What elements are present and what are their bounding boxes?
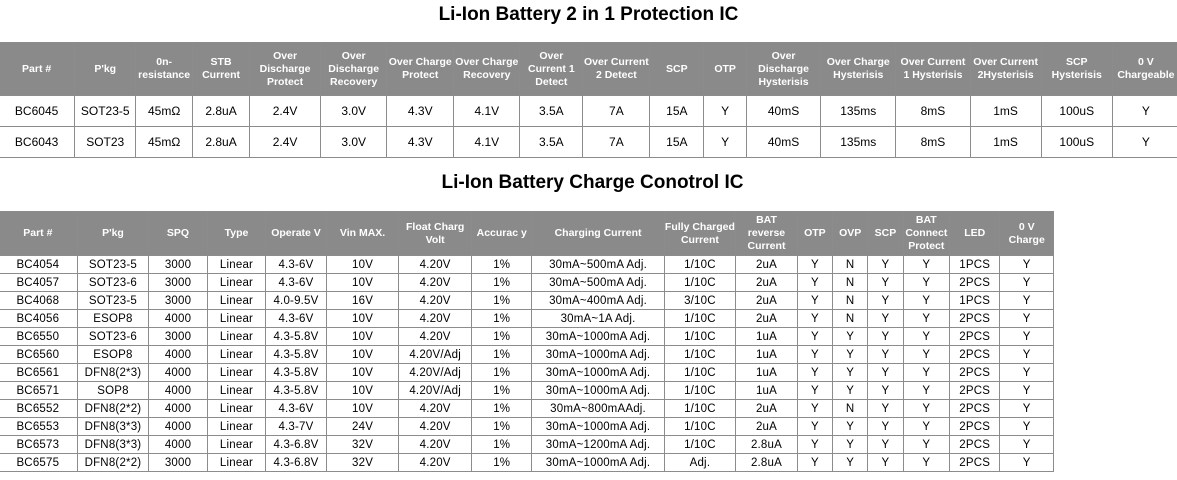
- table1-header-cell: OTP: [704, 43, 747, 96]
- table2-header-cell: Charging Current: [532, 212, 664, 256]
- table-cell: 2PCS: [950, 454, 1000, 472]
- table-cell: 2.8uA: [193, 127, 250, 158]
- table-cell: Y: [903, 364, 949, 382]
- table-row: [0, 328, 1054, 346]
- table-cell: Y: [833, 418, 868, 436]
- table-cell: Linear: [207, 436, 265, 454]
- table-cell: Y: [1000, 400, 1054, 418]
- table-cell: 2uA: [736, 274, 798, 292]
- table-cell: 2PCS: [950, 418, 1000, 436]
- table-cell: Y: [833, 346, 868, 364]
- table-cell: SOT23-5: [77, 256, 149, 274]
- table-cell: BC6571: [0, 382, 77, 400]
- table-row: [0, 256, 1054, 274]
- table-cell: Y: [903, 310, 949, 328]
- table-cell: 30mA~1000mA Adj.: [532, 328, 664, 346]
- table-cell: 3000: [149, 256, 207, 274]
- table-cell: 8mS: [896, 127, 970, 158]
- table-cell: Y: [1112, 127, 1177, 158]
- table-cell: 4.20V/Adj: [399, 382, 472, 400]
- table-cell: Y: [868, 382, 903, 400]
- table1-header-cell: SCP: [650, 43, 704, 96]
- table-cell: Y: [868, 364, 903, 382]
- table-cell: 30mA~1000mA Adj.: [532, 346, 664, 364]
- table-cell: 2uA: [736, 256, 798, 274]
- table-cell: 4000: [149, 400, 207, 418]
- table2-header-cell: Type: [207, 212, 265, 256]
- table-cell: Linear: [207, 292, 265, 310]
- table-cell: 4.3-5.8V: [266, 382, 327, 400]
- table2-header-cell: Float Charg Volt: [399, 212, 472, 256]
- table-cell: 4.3-6V: [266, 274, 327, 292]
- table-cell: Y: [797, 292, 832, 310]
- table-cell: Y: [868, 436, 903, 454]
- table1-header-cell: Over Current 1 Hysterisis: [896, 43, 970, 96]
- table-cell: 4.20V: [399, 328, 472, 346]
- table-cell: Y: [704, 96, 747, 127]
- table-cell: Y: [903, 454, 949, 472]
- table2-header-cell: Part #: [0, 212, 77, 256]
- table-cell: BC6045: [0, 96, 75, 127]
- table-cell: Y: [868, 418, 903, 436]
- protection-ic-title: Li-Ion Battery 2 in 1 Protection IC: [438, 4, 739, 25]
- table-cell: 4000: [149, 310, 207, 328]
- table-row: [0, 418, 1054, 436]
- table-row: [0, 436, 1054, 454]
- table-cell: 3000: [149, 292, 207, 310]
- table-cell: 4000: [149, 364, 207, 382]
- table-cell: 1/10C: [664, 310, 736, 328]
- table-cell: 1%: [471, 436, 532, 454]
- table-cell: 30mA~1000mA Adj.: [532, 382, 664, 400]
- table-cell: Linear: [207, 364, 265, 382]
- table-cell: BC6560: [0, 346, 77, 364]
- table-cell: 4.3-5.8V: [266, 346, 327, 364]
- table-cell: SOT23-5: [77, 292, 149, 310]
- table-cell: Y: [833, 382, 868, 400]
- table-cell: Y: [1000, 454, 1054, 472]
- table-cell: 32V: [326, 454, 399, 472]
- table-cell: 3.5A: [520, 96, 583, 127]
- table-cell: 4.1V: [454, 96, 520, 127]
- table-cell: SOT23-6: [77, 328, 149, 346]
- table-cell: 1/10C: [664, 274, 736, 292]
- table-cell: 1/10C: [664, 418, 736, 436]
- table-cell: BC6550: [0, 328, 77, 346]
- table-cell: 3/10C: [664, 292, 736, 310]
- table-cell: 7A: [583, 96, 650, 127]
- table1-header-cell: Over Current 1 Detect: [520, 43, 583, 96]
- table-cell: 7A: [583, 127, 650, 158]
- table-cell: BC6043: [0, 127, 75, 158]
- table-cell: DFN8(2*3): [77, 364, 149, 382]
- table-row: [0, 127, 1177, 158]
- table-cell: Y: [868, 400, 903, 418]
- table-cell: 3000: [149, 274, 207, 292]
- table-cell: SOT23: [75, 127, 136, 158]
- table-cell: Y: [903, 436, 949, 454]
- table-cell: 4.20V: [399, 256, 472, 274]
- table-cell: 4000: [149, 382, 207, 400]
- table-cell: 10V: [326, 256, 399, 274]
- table-cell: N: [833, 292, 868, 310]
- table-cell: 1PCS: [950, 292, 1000, 310]
- table-cell: 4.3-6V: [266, 310, 327, 328]
- table-cell: Adj.: [664, 454, 736, 472]
- table-cell: 15A: [650, 96, 704, 127]
- table-cell: DFN8(2*2): [77, 454, 149, 472]
- table-cell: 4.20V: [399, 400, 472, 418]
- table-cell: Y: [1000, 310, 1054, 328]
- table-cell: 2PCS: [950, 382, 1000, 400]
- table-cell: N: [833, 310, 868, 328]
- table-cell: 2uA: [736, 310, 798, 328]
- table-cell: 1uA: [736, 346, 798, 364]
- table-cell: 10V: [326, 346, 399, 364]
- table-cell: 4.20V: [399, 454, 472, 472]
- table-cell: 1/10C: [664, 382, 736, 400]
- table-cell: 45mΩ: [136, 127, 193, 158]
- table-cell: DFN8(3*3): [77, 418, 149, 436]
- table2-body: [0, 256, 1054, 472]
- table-cell: Y: [1000, 256, 1054, 274]
- charge-control-ic-title: Li-Ion Battery Charge Conotrol IC: [441, 172, 744, 193]
- table-cell: 2PCS: [950, 436, 1000, 454]
- table-cell: N: [833, 256, 868, 274]
- table-cell: 1%: [471, 310, 532, 328]
- table-cell: 2.4V: [250, 127, 321, 158]
- table-cell: Y: [868, 310, 903, 328]
- table-cell: Linear: [207, 400, 265, 418]
- table1-header-cell: Over Current 2 Detect: [583, 43, 650, 96]
- table1-header-cell: Over Discharge Recovery: [321, 43, 387, 96]
- table-cell: 30mA~1A Adj.: [532, 310, 664, 328]
- table-cell: 3000: [149, 328, 207, 346]
- table-cell: Linear: [207, 274, 265, 292]
- table-cell: ESOP8: [77, 310, 149, 328]
- table-cell: Y: [797, 310, 832, 328]
- table1-header-row: [0, 43, 1177, 96]
- table1-header-cell: Over Charge Protect: [387, 43, 454, 96]
- table-cell: 4.20V/Adj: [399, 364, 472, 382]
- table1-header-cell: P'kg: [75, 43, 136, 96]
- table-cell: Y: [797, 274, 832, 292]
- table-cell: 40mS: [746, 96, 820, 127]
- table-cell: 4.3-7V: [266, 418, 327, 436]
- table1-header-cell: Part #: [0, 43, 75, 96]
- table-cell: BC6573: [0, 436, 77, 454]
- table-cell: 1%: [471, 292, 532, 310]
- table-cell: 8mS: [896, 96, 970, 127]
- table-cell: 3000: [149, 454, 207, 472]
- table-cell: 1mS: [970, 96, 1041, 127]
- table-cell: 32V: [326, 436, 399, 454]
- table-cell: 1%: [471, 418, 532, 436]
- table-cell: Y: [868, 256, 903, 274]
- table-cell: 16V: [326, 292, 399, 310]
- table-cell: 2uA: [736, 292, 798, 310]
- table-cell: 3.5A: [520, 127, 583, 158]
- table-cell: Linear: [207, 418, 265, 436]
- table-cell: BC4054: [0, 256, 77, 274]
- table-cell: Y: [868, 454, 903, 472]
- table-cell: 4.20V: [399, 418, 472, 436]
- table-cell: Linear: [207, 256, 265, 274]
- table-cell: Y: [1112, 96, 1177, 127]
- table2-header-cell: BAT Connect Protect: [903, 212, 949, 256]
- table-cell: Y: [868, 274, 903, 292]
- table1-header-cell: Over Current 2Hysterisis: [970, 43, 1041, 96]
- table-cell: SOT23-5: [75, 96, 136, 127]
- table-cell: 2PCS: [950, 364, 1000, 382]
- table-cell: 1uA: [736, 328, 798, 346]
- table-cell: Y: [868, 328, 903, 346]
- table-cell: 2uA: [736, 418, 798, 436]
- table2-header-cell: Operate V: [266, 212, 327, 256]
- table-cell: SOT23-6: [77, 274, 149, 292]
- table-cell: 4.3-5.8V: [266, 364, 327, 382]
- table-cell: 1uA: [736, 382, 798, 400]
- table-cell: 2PCS: [950, 310, 1000, 328]
- table-cell: Y: [833, 364, 868, 382]
- table-row: [0, 96, 1177, 127]
- table-cell: 4.20V/Adj: [399, 346, 472, 364]
- table-cell: BC6561: [0, 364, 77, 382]
- table-cell: 1uA: [736, 364, 798, 382]
- table-cell: 1mS: [970, 127, 1041, 158]
- table-cell: 1%: [471, 382, 532, 400]
- table1-body: [0, 96, 1177, 158]
- table-cell: Linear: [207, 328, 265, 346]
- table-cell: BC4057: [0, 274, 77, 292]
- table-cell: Y: [833, 328, 868, 346]
- table-cell: Y: [797, 382, 832, 400]
- table-cell: Y: [1000, 364, 1054, 382]
- table-cell: 1/10C: [664, 328, 736, 346]
- table-cell: Y: [797, 364, 832, 382]
- table-cell: 2PCS: [950, 274, 1000, 292]
- table-cell: 2PCS: [950, 400, 1000, 418]
- table-cell: 1/10C: [664, 256, 736, 274]
- table-cell: Y: [903, 418, 949, 436]
- table-cell: 3.0V: [321, 96, 387, 127]
- table-cell: 4.20V: [399, 274, 472, 292]
- table-row: [0, 274, 1054, 292]
- table-row: [0, 292, 1054, 310]
- table-cell: SOP8: [77, 382, 149, 400]
- table-cell: 30mA~1000mA Adj.: [532, 364, 664, 382]
- table-cell: N: [833, 274, 868, 292]
- table-cell: DFN8(2*2): [77, 400, 149, 418]
- table-cell: Y: [797, 436, 832, 454]
- table-cell: 4.3-6.8V: [266, 436, 327, 454]
- table-cell: 4.3-6.8V: [266, 454, 327, 472]
- charge-control-ic-table: [0, 211, 1054, 472]
- table-cell: Y: [1000, 274, 1054, 292]
- table-cell: 1%: [471, 454, 532, 472]
- table2-header-cell: OVP: [833, 212, 868, 256]
- table1-header-cell: STB Current: [193, 43, 250, 96]
- table-cell: Y: [797, 328, 832, 346]
- table-cell: Y: [1000, 346, 1054, 364]
- table-cell: 2PCS: [950, 346, 1000, 364]
- table-cell: 1/10C: [664, 436, 736, 454]
- table-row: [0, 400, 1054, 418]
- table-cell: BC4068: [0, 292, 77, 310]
- table-cell: 1%: [471, 274, 532, 292]
- table-cell: 30mA~1000mA Adj.: [532, 454, 664, 472]
- table-cell: 135ms: [821, 127, 896, 158]
- table-cell: 135ms: [821, 96, 896, 127]
- table-cell: 2.8uA: [736, 454, 798, 472]
- table-cell: Linear: [207, 382, 265, 400]
- table1-header-cell: 0 V Chargeable: [1112, 43, 1177, 96]
- table-cell: ESOP8: [77, 346, 149, 364]
- table-cell: 10V: [326, 328, 399, 346]
- table-cell: 100uS: [1041, 127, 1112, 158]
- table-row: [0, 364, 1054, 382]
- table-cell: Y: [797, 400, 832, 418]
- table-cell: Y: [903, 400, 949, 418]
- table-cell: 1%: [471, 364, 532, 382]
- table-cell: 40mS: [746, 127, 820, 158]
- table-cell: Y: [903, 274, 949, 292]
- table-cell: Y: [797, 418, 832, 436]
- table-cell: 4000: [149, 436, 207, 454]
- table-cell: 1%: [471, 400, 532, 418]
- table2-header-cell: Vin MAX.: [326, 212, 399, 256]
- table-cell: 10V: [326, 382, 399, 400]
- table-cell: BC6553: [0, 418, 77, 436]
- table-cell: 15A: [650, 127, 704, 158]
- table-cell: 1/10C: [664, 346, 736, 364]
- table2-header-cell: SCP: [868, 212, 903, 256]
- table-cell: 10V: [326, 274, 399, 292]
- table-cell: 2.4V: [250, 96, 321, 127]
- table-cell: 45mΩ: [136, 96, 193, 127]
- table-cell: Y: [903, 292, 949, 310]
- table2-header-cell: P'kg: [77, 212, 149, 256]
- table-cell: 3.0V: [321, 127, 387, 158]
- table-cell: Linear: [207, 346, 265, 364]
- table-cell: 4000: [149, 346, 207, 364]
- table-cell: Y: [797, 346, 832, 364]
- table-cell: 10V: [326, 400, 399, 418]
- table-cell: 1%: [471, 346, 532, 364]
- table2-header-cell: Accurac y: [471, 212, 532, 256]
- table-cell: Y: [1000, 418, 1054, 436]
- table-cell: Y: [833, 436, 868, 454]
- table1-header-cell: Over Discharge Protect: [250, 43, 321, 96]
- table-cell: 24V: [326, 418, 399, 436]
- table-cell: 30mA~400mA Adj.: [532, 292, 664, 310]
- table-cell: 10V: [326, 364, 399, 382]
- table-cell: 2.8uA: [736, 436, 798, 454]
- table-cell: 1%: [471, 256, 532, 274]
- table-cell: Y: [1000, 292, 1054, 310]
- table2-header-row: [0, 212, 1054, 256]
- table2-header-cell: BAT reverse Current: [736, 212, 798, 256]
- table-cell: 4000: [149, 418, 207, 436]
- table-cell: 4.3-5.8V: [266, 328, 327, 346]
- table-cell: 1/10C: [664, 400, 736, 418]
- table1-header-cell: Over Charge Recovery: [454, 43, 520, 96]
- table1-header-cell: SCP Hysterisis: [1041, 43, 1112, 96]
- table-cell: Y: [1000, 328, 1054, 346]
- table-cell: 4.20V: [399, 310, 472, 328]
- table-cell: N: [833, 400, 868, 418]
- table-cell: 4.3-6V: [266, 256, 327, 274]
- table-cell: Y: [903, 382, 949, 400]
- table2-header-cell: SPQ: [149, 212, 207, 256]
- table-cell: Y: [903, 256, 949, 274]
- table2-header-cell: LED: [950, 212, 1000, 256]
- table-cell: 4.0-9.5V: [266, 292, 327, 310]
- table-cell: BC6575: [0, 454, 77, 472]
- table-cell: 2.8uA: [193, 96, 250, 127]
- table-cell: Y: [903, 328, 949, 346]
- table-cell: 2PCS: [950, 328, 1000, 346]
- table-row: [0, 382, 1054, 400]
- table-cell: 1%: [471, 328, 532, 346]
- table-cell: 10V: [326, 310, 399, 328]
- table-cell: 1PCS: [950, 256, 1000, 274]
- table-cell: 30mA~500mA Adj.: [532, 274, 664, 292]
- table-cell: Y: [1000, 382, 1054, 400]
- table-cell: 1/10C: [664, 364, 736, 382]
- table-cell: 4.3V: [387, 96, 454, 127]
- table-cell: 30mA~1000mA Adj.: [532, 418, 664, 436]
- table-cell: 2uA: [736, 400, 798, 418]
- table-cell: 30mA~800mAAdj.: [532, 400, 664, 418]
- table-row: [0, 346, 1054, 364]
- table-cell: Y: [1000, 436, 1054, 454]
- table-row: [0, 310, 1054, 328]
- table-cell: BC6552: [0, 400, 77, 418]
- table-cell: BC4056: [0, 310, 77, 328]
- table-cell: Y: [868, 346, 903, 364]
- protection-ic-table: [0, 42, 1177, 158]
- table2-header-cell: OTP: [797, 212, 832, 256]
- table1-header-cell: 0n-resistance: [136, 43, 193, 96]
- table-row: [0, 454, 1054, 472]
- table-cell: Linear: [207, 454, 265, 472]
- table-cell: Y: [797, 256, 832, 274]
- table-cell: 30mA~500mA Adj.: [532, 256, 664, 274]
- table-cell: Y: [903, 346, 949, 364]
- table2-header-cell: Fully Charged Current: [664, 212, 736, 256]
- table1-header-cell: Over Discharge Hysterisis: [746, 43, 820, 96]
- table-cell: Y: [704, 127, 747, 158]
- table1-header-cell: Over Charge Hysterisis: [821, 43, 896, 96]
- table-cell: DFN8(3*3): [77, 436, 149, 454]
- table-cell: Y: [833, 454, 868, 472]
- table-cell: Y: [868, 292, 903, 310]
- table-cell: 100uS: [1041, 96, 1112, 127]
- table-cell: Linear: [207, 310, 265, 328]
- table-cell: Y: [797, 454, 832, 472]
- table-cell: 30mA~1200mA Adj.: [532, 436, 664, 454]
- table-cell: 4.1V: [454, 127, 520, 158]
- table-cell: 4.20V: [399, 292, 472, 310]
- table2-header-cell: 0 V Charge: [1000, 212, 1054, 256]
- table-cell: 4.3V: [387, 127, 454, 158]
- table-cell: 4.3-6V: [266, 400, 327, 418]
- table-cell: 4.20V: [399, 436, 472, 454]
